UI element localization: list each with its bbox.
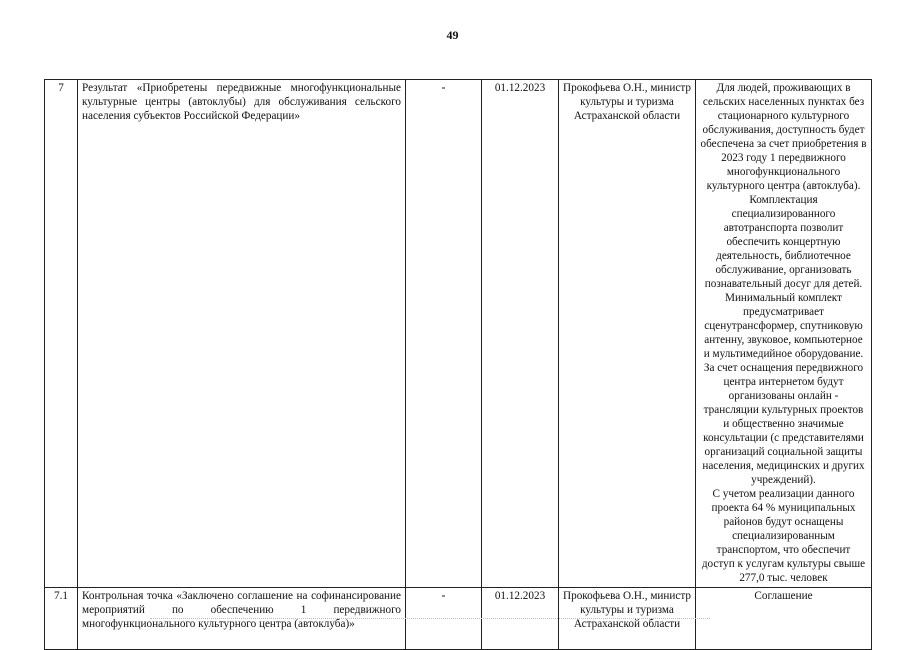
responsible-person: Прокофьева О.Н., министр культуры и туризма Астраханской области bbox=[559, 80, 696, 588]
plan-table bbox=[44, 79, 872, 650]
result-description bbox=[696, 80, 872, 588]
scan-artifact-line bbox=[150, 616, 710, 619]
description-paragraph-2: С учетом реализации данного проекта 64 % муниципальных районов будут оснащены специализированным транспортом, что обеспечит доступ к услугам культуры свыше 277,0 тыс. человек bbox=[701, 488, 866, 584]
row-number: 7 bbox=[45, 80, 78, 588]
start-date-dash: - bbox=[406, 80, 482, 588]
start-date-dash: - bbox=[406, 588, 482, 650]
table-row-result-7 bbox=[45, 80, 872, 588]
deadline-date: 01.12.2023 bbox=[482, 80, 559, 588]
page-number: 49 bbox=[446, 28, 459, 42]
result-title: Результат «Приобретены передвижные многофункциональные культурные центры (автоклубы) для обслуживания сельского населения субъектов Российской Федерации» bbox=[78, 80, 406, 588]
checkpoint-title: Контрольная точка «Заключено соглашение на софинансирование мероприятий по обеспечению 1 передвижного многофункционального культурного центра (автоклуба)» bbox=[78, 588, 406, 650]
responsible-person: Прокофьева О.Н., министр культуры и туризма Астраханской области bbox=[559, 588, 696, 650]
description-paragraph: Для людей, проживающих в сельских населенных пунктах без стационарного культурного обслуживания, доступность будет обеспечена за счет приобретения в 2023 году 1 передвижного многофункционального культурного центра (автоклуба). Комплектация специализированного автотранспорта позволит обеспечить концертную деятельность, библиотечное обслуживание, организовать познавательный досуг для детей. Минимальный комплект предусматривает сценутрансформер, спутниковую антенну, звуковое, компьютерное и мультимедийное оборудование. За счет оснащения передвижного центра интернетом будут организованы онлайн - трансляции культурных проектов и общественно значимые консультации (с представителями организаций социальной защиты населения, медицинских и других учреждений). bbox=[700, 82, 867, 486]
deadline-date: 01.12.2023 bbox=[482, 588, 559, 650]
checkpoint-document: Соглашение bbox=[696, 588, 872, 650]
row-number: 7.1 bbox=[45, 588, 78, 650]
